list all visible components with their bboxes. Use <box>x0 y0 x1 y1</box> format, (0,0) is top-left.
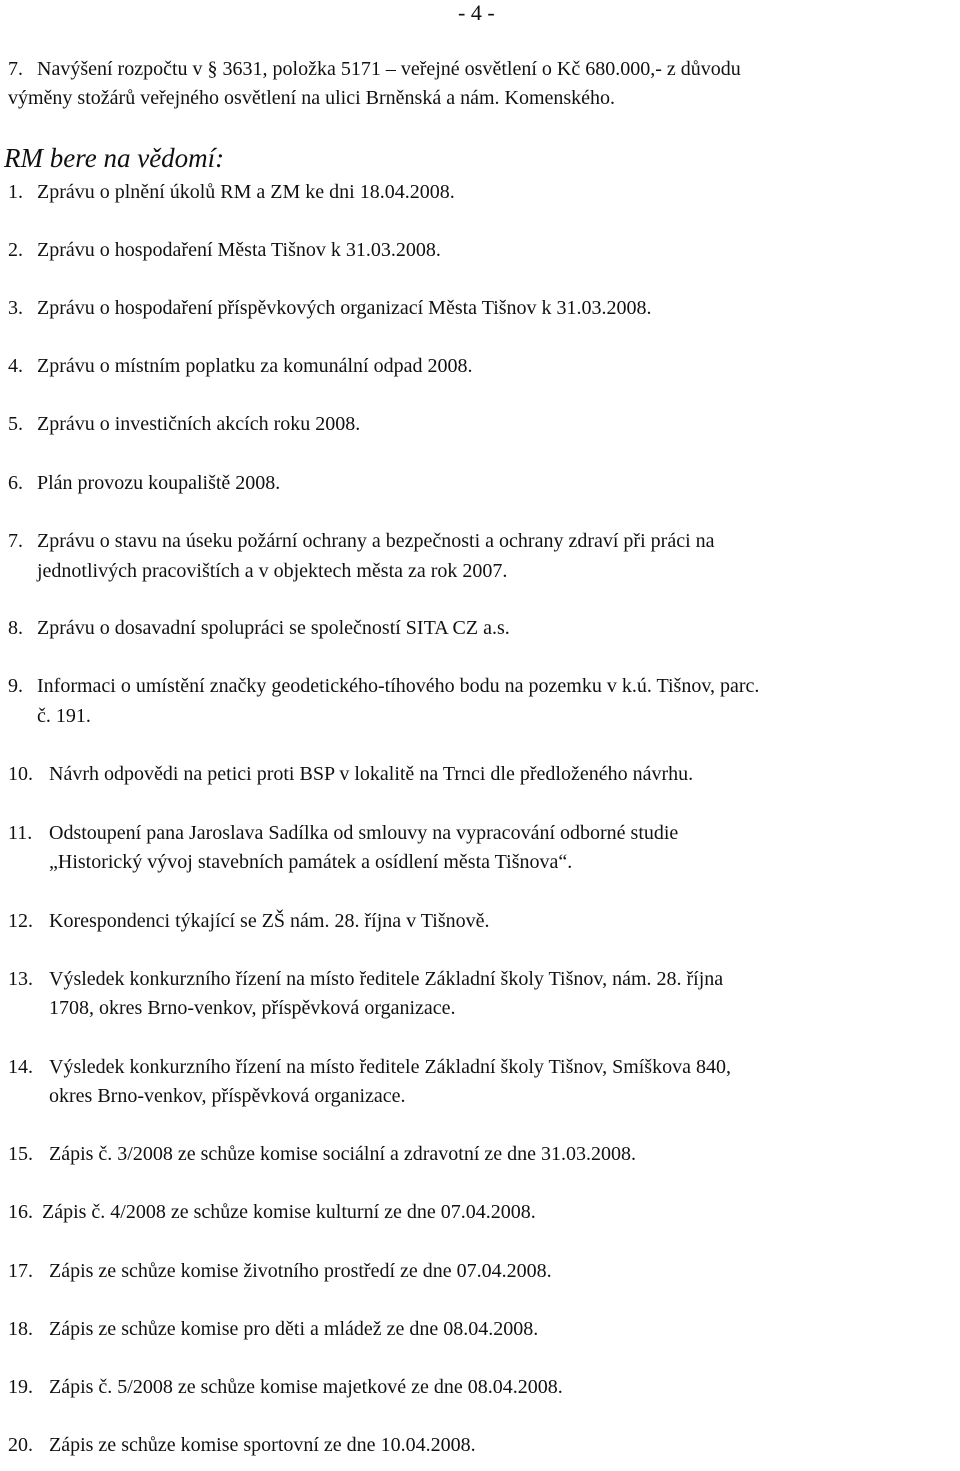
list-item-text: Korespondenci týkající se ZŠ nám. 28. října v Tišnově. <box>49 910 490 932</box>
list-item-number: 3. <box>8 297 23 319</box>
list-item-text: Plán provozu koupaliště 2008. <box>37 472 281 494</box>
list-item-text: Zápis č. 5/2008 ze schůze komise majetkové ze dne 08.04.2008. <box>49 1376 563 1398</box>
list-item-number: 4. <box>8 355 23 377</box>
list-item-number: 19. <box>8 1376 33 1398</box>
list-item-text: Výsledek konkurzního řízení na místo ředitele Základní školy Tišnov, nám. 28. října <box>49 968 724 990</box>
section-heading: RM bere na vědomí: <box>4 143 225 173</box>
list-item-text: Informaci o umístění značky geodetického-tíhového bodu na pozemku v k.ú. Tišnov, parc. <box>37 675 760 697</box>
list-item-number: 20. <box>8 1434 33 1456</box>
list-item-text: Zprávu o hospodaření příspěvkových organizací Města Tišnov k 31.03.2008. <box>37 297 652 319</box>
intro-item-line: Navýšení rozpočtu v § 3631, položka 5171 – veřejné osvětlení o Kč 680.000,- z důvodu <box>37 58 741 80</box>
list-item-number: 2. <box>8 239 23 261</box>
page-number: - 4 - <box>458 0 495 25</box>
list-item-number: 1. <box>8 181 23 203</box>
list-item-number: 13. <box>8 968 33 990</box>
intro-item-line: výměny stožárů veřejného osvětlení na ulici Brněnská a nám. Komenského. <box>8 87 616 109</box>
list-item-number: 14. <box>8 1056 33 1078</box>
list-item-text: Zápis ze schůze komise sportovní ze dne 10.04.2008. <box>49 1434 476 1456</box>
list-item-text: č. 191. <box>37 705 91 727</box>
list-item-number: 12. <box>8 910 33 932</box>
list-item-text: Návrh odpovědi na petici proti BSP v lokalitě na Trnci dle předloženého návrhu. <box>49 763 694 785</box>
list-item-text: jednotlivých pracovištích a v objektech města za rok 2007. <box>37 560 508 582</box>
list-item-text: okres Brno-venkov, příspěvková organizace. <box>49 1085 406 1107</box>
list-item-text: Výsledek konkurzního řízení na místo ředitele Základní školy Tišnov, Smíškova 840, <box>49 1056 731 1078</box>
list-item-number: 10. <box>8 763 33 785</box>
list-item-text: Zprávu o hospodaření Města Tišnov k 31.03.2008. <box>37 239 441 261</box>
list-item-text: Zprávu o stavu na úseku požární ochrany a bezpečnosti a ochrany zdraví při práci na <box>37 530 715 552</box>
list-item-text: Zprávu o místním poplatku za komunální odpad 2008. <box>37 355 473 377</box>
list-item-text: Odstoupení pana Jaroslava Sadílka od smlouvy na vypracování odborné studie <box>49 822 679 844</box>
list-item-number: 17. <box>8 1260 33 1282</box>
list-item-number: 8. <box>8 617 23 639</box>
list-item-number: 16. <box>8 1201 33 1223</box>
list-item-number: 6. <box>8 472 23 494</box>
list-item-text: Zápis č. 4/2008 ze schůze komise kulturní ze dne 07.04.2008. <box>42 1201 536 1223</box>
list-item-text: Zápis ze schůze komise pro děti a mládež ze dne 08.04.2008. <box>49 1318 539 1340</box>
list-item-number: 18. <box>8 1318 33 1340</box>
list-item-number: 9. <box>8 675 23 697</box>
list-item-number: 15. <box>8 1143 33 1165</box>
list-item-text: Zprávu o plnění úkolů RM a ZM ke dni 18.04.2008. <box>37 181 455 203</box>
list-item-text: „Historický vývoj stavebních památek a osídlení města Tišnova“. <box>49 851 573 873</box>
list-item-number: 5. <box>8 413 23 435</box>
list-item-number: 11. <box>8 822 33 844</box>
list-item-text: 1708, okres Brno-venkov, příspěvková organizace. <box>49 997 456 1019</box>
list-item-text: Zprávu o dosavadní spolupráci se společností SITA CZ a.s. <box>37 617 510 639</box>
intro-item-number: 7. <box>8 58 23 80</box>
list-item-text: Zápis ze schůze komise životního prostředí ze dne 07.04.2008. <box>49 1260 552 1282</box>
list-item-number: 7. <box>8 530 23 552</box>
list-item-text: Zprávu o investičních akcích roku 2008. <box>37 413 361 435</box>
list-item-text: Zápis č. 3/2008 ze schůze komise sociální a zdravotní ze dne 31.03.2008. <box>49 1143 637 1165</box>
